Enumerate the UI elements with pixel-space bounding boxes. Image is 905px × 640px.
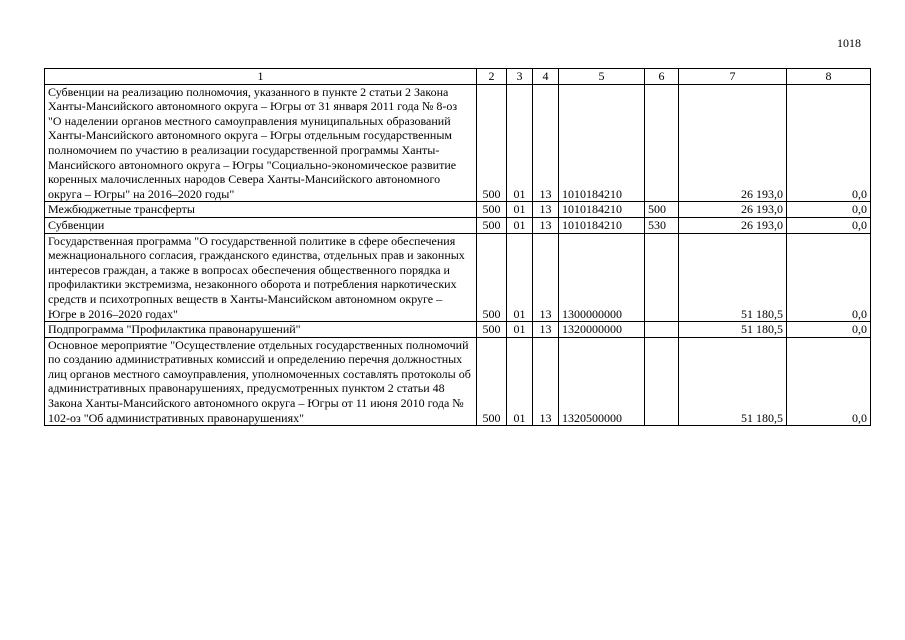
row-name: Субвенции <box>45 217 477 233</box>
table-row <box>45 337 871 426</box>
row-cell: 01 <box>507 233 533 322</box>
row-cell: 1010184210 <box>559 217 645 233</box>
header-cell: 1 <box>45 69 477 85</box>
row-cell <box>645 337 679 426</box>
budget-table <box>44 68 871 426</box>
row-cell: 0,0 <box>787 337 871 426</box>
row-cell: 26 193,0 <box>679 84 787 202</box>
table-row <box>45 217 871 233</box>
table-row <box>45 322 871 338</box>
row-cell: 1320500000 <box>559 337 645 426</box>
row-cell: 01 <box>507 337 533 426</box>
row-cell: 0,0 <box>787 322 871 338</box>
row-cell: 51 180,5 <box>679 322 787 338</box>
row-cell: 01 <box>507 322 533 338</box>
row-cell: 13 <box>533 202 559 218</box>
row-name: Государственная программа "О государственной политике в сфере обеспечения межнационального согласия, гражданского единства, отдельных прав и законных интересов граждан, а также в вопросах обеспечения общественного порядка и профилактики экстремизма, незаконного оборота и потребления наркотических средств и психотропных веществ в Ханты-Мансийском автономном округе – Югре в 2016–2020 годах" <box>45 233 477 322</box>
page-number: 1018 <box>837 36 861 50</box>
row-cell: 13 <box>533 84 559 202</box>
row-cell: 13 <box>533 233 559 322</box>
row-cell: 500 <box>477 84 507 202</box>
row-cell: 13 <box>533 217 559 233</box>
row-cell <box>645 322 679 338</box>
row-cell <box>645 233 679 322</box>
row-cell: 500 <box>477 217 507 233</box>
header-cell: 5 <box>559 69 645 85</box>
row-cell: 01 <box>507 217 533 233</box>
row-cell: 26 193,0 <box>679 202 787 218</box>
row-cell: 0,0 <box>787 202 871 218</box>
header-cell: 2 <box>477 69 507 85</box>
header-cell: 7 <box>679 69 787 85</box>
row-cell <box>645 84 679 202</box>
row-cell: 0,0 <box>787 217 871 233</box>
row-name: Межбюджетные трансферты <box>45 202 477 218</box>
row-cell: 13 <box>533 337 559 426</box>
row-cell: 500 <box>477 202 507 218</box>
row-cell: 1320000000 <box>559 322 645 338</box>
row-cell: 01 <box>507 84 533 202</box>
row-cell: 51 180,5 <box>679 337 787 426</box>
header-cell: 8 <box>787 69 871 85</box>
header-cell: 3 <box>507 69 533 85</box>
header-cell: 4 <box>533 69 559 85</box>
row-cell: 500 <box>477 337 507 426</box>
row-cell: 530 <box>645 217 679 233</box>
row-name: Субвенции на реализацию полномочия, указанного в пункте 2 статьи 2 Закона Ханты-Мансийского автономного округа – Югры от 31 января 2011 года № 8-оз "О наделении органов местного самоуправления муниципальных образований Ханты-Мансийского автономного округа – Югры отдельным государственным полномочием по участию в реализации государственной программы Ханты-Мансийского автономного округа – Югры "Социально-экономическое развитие коренных малочисленных народов Севера Ханты-Мансийского автономного округа – Югры" на 2016–2020 годы" <box>45 84 477 202</box>
header-cell: 6 <box>645 69 679 85</box>
row-cell: 1300000000 <box>559 233 645 322</box>
row-cell: 500 <box>477 233 507 322</box>
row-cell: 26 193,0 <box>679 217 787 233</box>
row-cell: 51 180,5 <box>679 233 787 322</box>
table-row <box>45 84 871 202</box>
row-cell: 500 <box>645 202 679 218</box>
row-cell: 1010184210 <box>559 84 645 202</box>
table-row <box>45 202 871 218</box>
row-cell: 500 <box>477 322 507 338</box>
row-cell: 0,0 <box>787 84 871 202</box>
row-cell: 13 <box>533 322 559 338</box>
row-name: Подпрограмма "Профилактика правонарушений" <box>45 322 477 338</box>
table-header-row <box>45 69 871 85</box>
row-cell: 0,0 <box>787 233 871 322</box>
row-cell: 01 <box>507 202 533 218</box>
table-row <box>45 233 871 322</box>
row-name: Основное мероприятие "Осуществление отдельных государственных полномочий по созданию административных комиссий и определению перечня должностных лиц органов местного самоуправления, уполномоченных составлять протоколы об административных правонарушениях, предусмотренных пунктом 2 статьи 48 Закона Ханты-Мансийского автономного округа – Югры от 11 июня 2010 года № 102-оз "Об административных правонарушениях" <box>45 337 477 426</box>
row-cell: 1010184210 <box>559 202 645 218</box>
